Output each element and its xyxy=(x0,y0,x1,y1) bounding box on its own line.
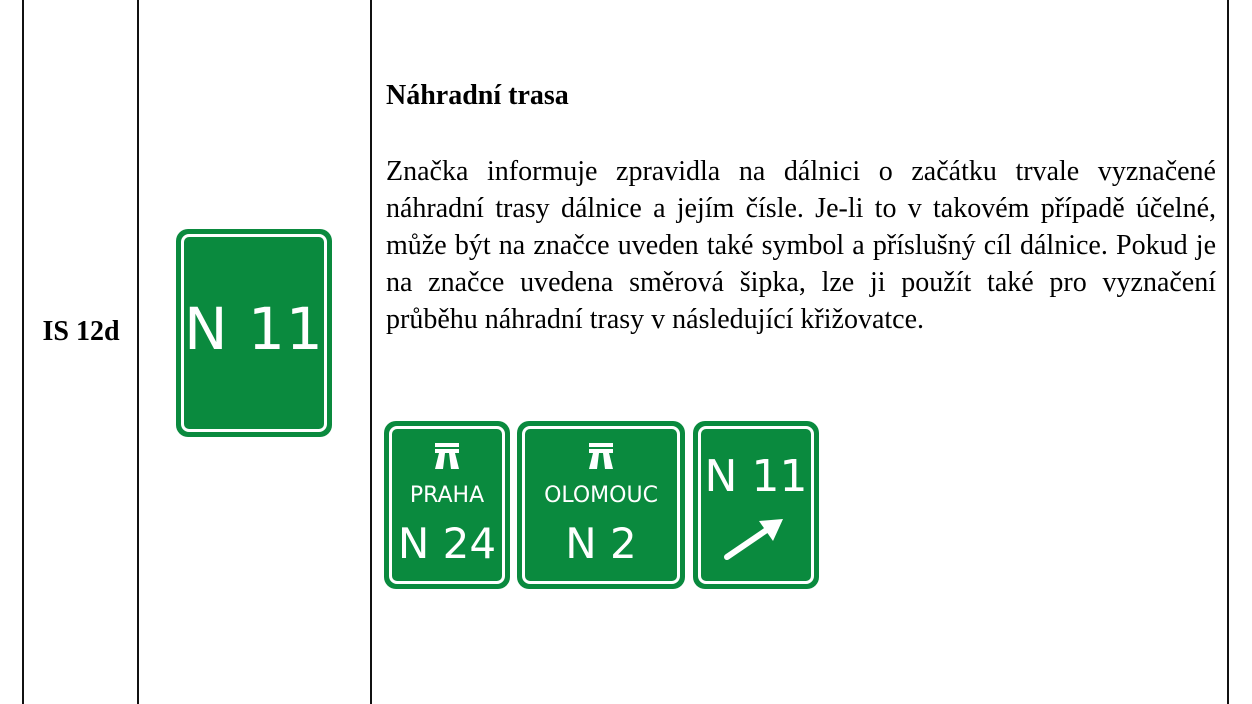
motorway-icon xyxy=(433,443,461,469)
example-sign-destination: PRAHA xyxy=(409,483,485,508)
arrow-up-right-icon xyxy=(723,515,789,561)
example-sign-destination: OLOMOUC xyxy=(544,483,658,508)
sign-code: IS 12d xyxy=(42,316,120,347)
example-sign-number: N 11 xyxy=(704,451,808,502)
sign-description: Značka informuje zpravidla na dálnici o začátku trvale vyznačené náhradní trasy dálnice a jejím čísle. Je-li to v takovém případě účelné, může být na značce uveden také symbol a příslušný cíl dálnice. Pokud je na značce uvedena směrová šipka, lze ji použít také pro vyznačení průběhu náhradní trasy v následující křižovatce. xyxy=(386,156,1216,335)
table-border-right xyxy=(1227,0,1229,704)
motorway-icon xyxy=(587,443,615,469)
example-sign-arrow xyxy=(695,423,817,587)
example-sign-number: N 24 xyxy=(397,519,497,568)
example-sign-number: N 2 xyxy=(565,519,637,568)
table-border-left xyxy=(22,0,24,704)
table-border-col1 xyxy=(137,0,139,704)
example-sign-praha xyxy=(386,423,508,587)
main-sign xyxy=(178,231,330,435)
main-sign-number: N 11 xyxy=(184,295,324,363)
sign-title: Náhradní trasa xyxy=(386,80,569,111)
example-sign-olomouc xyxy=(519,423,683,587)
table-border-col2 xyxy=(370,0,372,704)
